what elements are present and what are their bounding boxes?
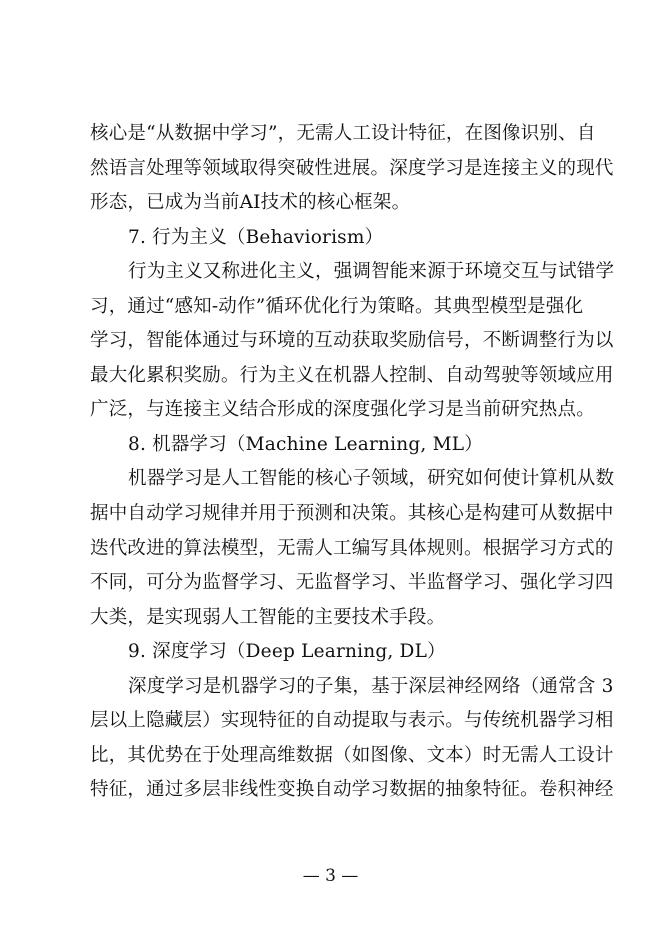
paragraph-line: 行为主义又称进化主义，强调智能来源于环境交互与试错学	[128, 261, 615, 283]
paragraph-line: 据中自动学习规律并用于预测和决策。其核心是构建可从数据中	[90, 503, 614, 525]
paragraph-line: 特征，通过多层非线性变换自动学习数据的抽象特征。卷积神经	[90, 779, 614, 801]
paragraph-line: 习，通过“感知-动作”循环优化行为策略。其典型模型是强化	[90, 295, 584, 317]
section-heading-behaviorism: 7. 行为主义（Behaviorism）	[128, 226, 384, 248]
section-heading-deep-learning: 9. 深度学习（Deep Learning, DL）	[128, 641, 446, 663]
paragraph-line: 然语言处理等领域取得突破性进展。深度学习是连接主义的现代	[90, 157, 614, 179]
paragraph-line: 大类，是实现弱人工智能的主要技术手段。	[90, 606, 446, 628]
paragraph-line: 核心是“从数据中学习”，无需人工设计特征，在图像识别、自	[90, 123, 596, 144]
paragraph-line: 层以上隐藏层）实现特征的自动提取与表示。与传统机器学习相	[90, 710, 614, 732]
paragraph-line: 比，其优势在于处理高维数据（如图像、文本）时无需人工设计	[90, 744, 614, 766]
paragraph-line: 形态，已成为当前AI技术的核心框架。	[90, 192, 411, 214]
page-number: — 3 —	[302, 866, 359, 886]
section-heading-machine-learning: 8. 机器学习（Machine Learning, ML）	[128, 433, 483, 455]
paragraph-line: 广泛，与连接主义结合形成的深度强化学习是当前研究热点。	[90, 399, 595, 421]
paragraph-line: 学习，智能体通过与环境的互动获取奖励信号，不断调整行为以	[90, 330, 614, 352]
paragraph-line: 迭代改进的算法模型，无需人工编写具体规则。根据学习方式的	[90, 537, 614, 559]
paragraph-line: 不同，可分为监督学习、无监督学习、半监督学习、强化学习四	[90, 572, 614, 594]
paragraph-line: 最大化累积奖励。行为主义在机器人控制、自动驾驶等领域应用	[90, 364, 614, 386]
paragraph-line: 机器学习是人工智能的核心子领域，研究如何使计算机从数	[128, 468, 615, 490]
paragraph-line: 深度学习是机器学习的子集，基于深层神经网络（通常含 3	[128, 675, 614, 697]
body-text	[90, 117, 615, 808]
